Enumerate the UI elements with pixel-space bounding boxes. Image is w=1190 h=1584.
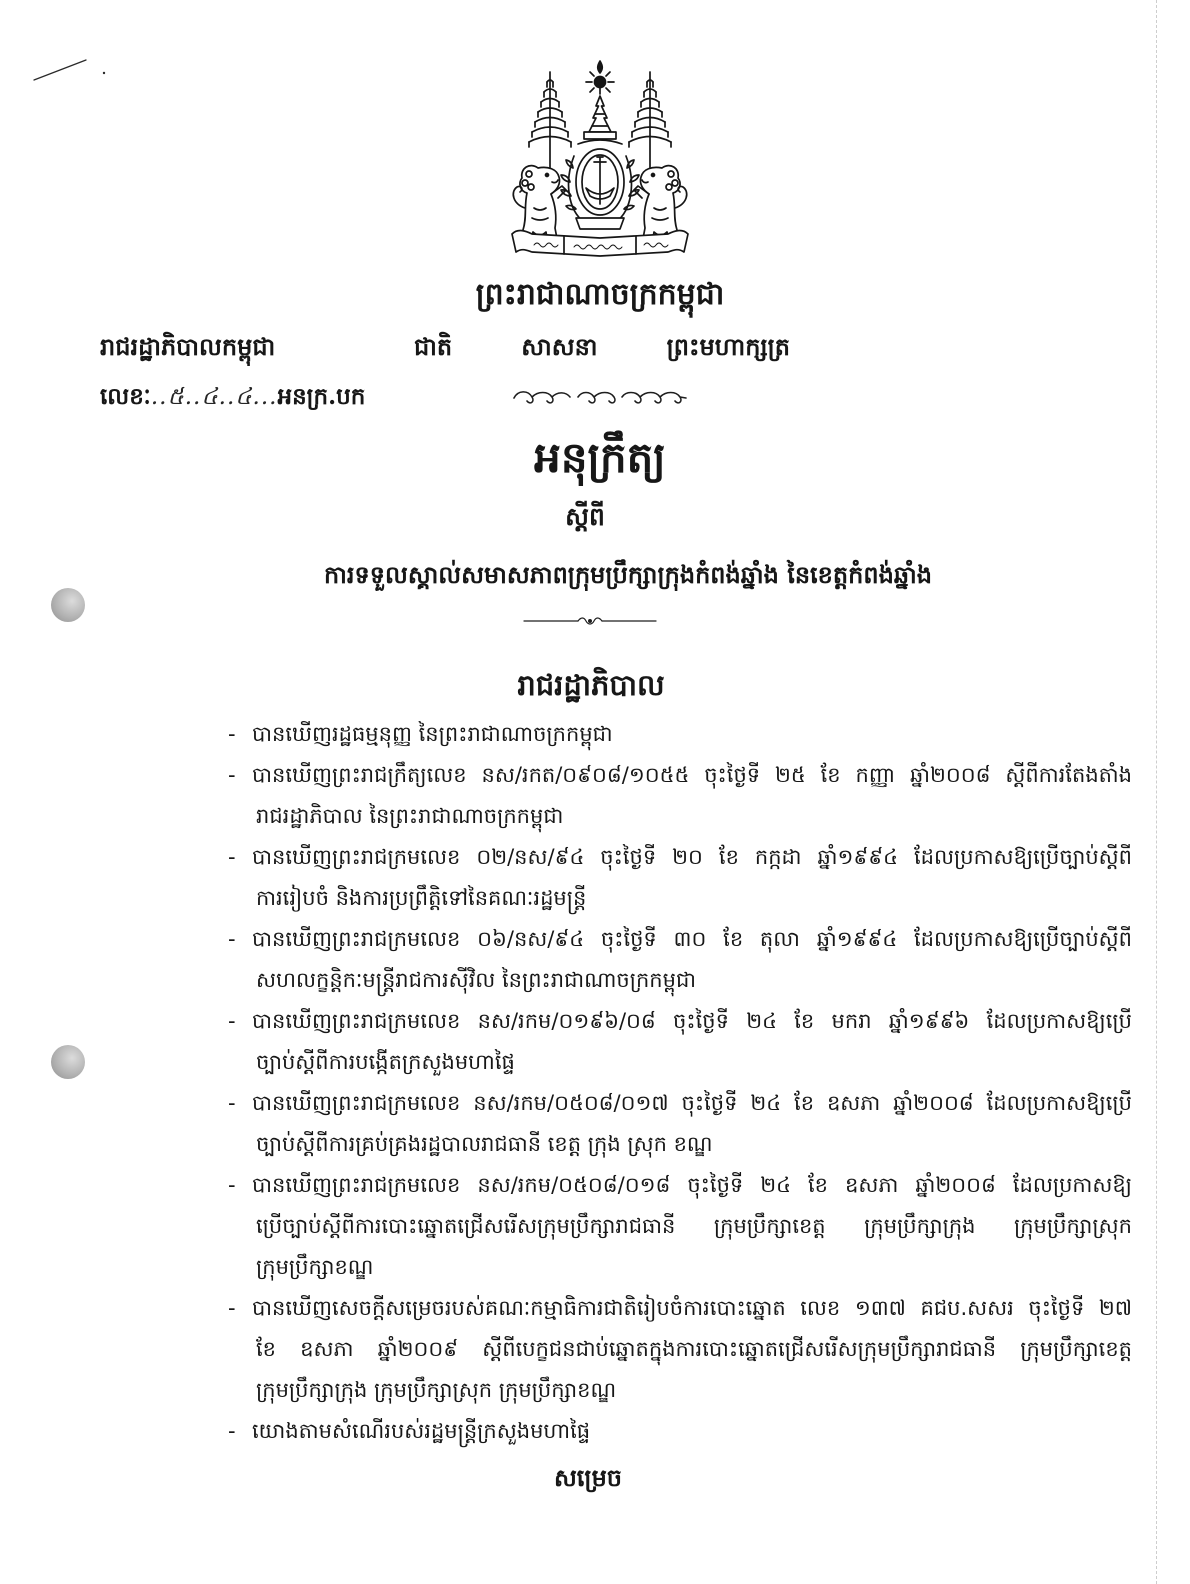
kingdom-heading: ព្រះរាជាណាចក្រកម្ពុជា [475,277,725,312]
reference-suffix: អនក្រ.បក [277,383,366,410]
reference-handwritten-number: ..៥..៤..៤... [150,384,278,410]
recital-line: រាជរដ្ឋាភិបាល នៃព្រះរាជាណាចក្រកម្ពុជា [256,804,564,828]
banner-ribbon [512,231,688,256]
recital-line: ក្រុមប្រឹក្សាខណ្ឌ [256,1255,374,1279]
recital-item [226,1165,1132,1288]
bullet-dash: - [228,845,236,869]
recital-text: យោងតាមសំណើរបស់រដ្ឋមន្ត្រីក្រសួងមហាផ្ទៃ [252,1419,591,1443]
recital-line [226,1001,1132,1042]
bullet-dash: - [228,1296,236,1320]
recital-line [226,1083,1132,1124]
recital-line [226,837,1132,878]
recitals-list [226,714,1132,1452]
bullet-dash: - [228,722,236,746]
recital-item [226,1288,1132,1411]
radiant-star-icon [586,61,614,94]
bullet-dash: - [228,1173,236,1197]
recital-item [226,1083,1132,1165]
document-subject: ការទទួលស្គាល់សមាសភាពក្រុមប្រឹក្សាក្រុងកំពង់ឆ្នាំង នៃខេត្តកំពង់ឆ្នាំង [324,560,932,589]
bullet-dash: - [228,1091,236,1115]
recital-line [226,714,1132,755]
issuer-name: រាជរដ្ឋាភិបាលកម្ពុជា [100,332,276,361]
recital-text: បានឃើញរដ្ឋធម្មនុញ្ញ នៃព្រះរាជាណាចក្រកម្ពុជា [252,722,613,746]
bullet-dash: - [228,1419,236,1443]
motto-nation: ជាតិ [414,332,453,361]
punch-hole [51,588,85,622]
ornamental-flourish [508,386,692,408]
recital-line [226,919,1132,960]
shield-icon [576,149,624,215]
bullet-dash: - [228,763,236,787]
national-motto [414,326,790,368]
recital-line [226,1288,1132,1329]
recital-text: បានឃើញព្រះរាជក្រមលេខ ០២/នស/៩៤ ចុះថ្ងៃទី ២០ ខែ កក្កដា ឆ្នាំ១៩៩៤ ដែលប្រកាសឱ្យប្រើច្បាប់ស្តីពី [252,845,1132,869]
recital-line: ការរៀបចំ និងការប្រព្រឹត្តិទៅនៃគណៈរដ្ឋមន្ត្រី [256,886,587,910]
decision-heading: សម្រេច [553,1463,623,1492]
recital-item [226,1001,1132,1083]
reference-label: លេខៈ [100,383,151,410]
recital-text: បានឃើញព្រះរាជក្រមលេខ នស/រកម/០៥០៨/០១៧ ចុះថ្ងៃទី ២៤ ខែ ឧសភា ឆ្នាំ២០០៨ ដែលប្រកាសឱ្យប្រើ [252,1091,1132,1115]
crown-icon [578,96,622,144]
recital-line: ច្បាប់ស្តីពីការគ្រប់គ្រងរដ្ឋបាលរាជធានី ខេត្ត ក្រុង ស្រុក ខណ្ឌ [256,1132,713,1156]
pen-mark [30,54,114,86]
motto-king: ព្រះមហាក្សត្រ [666,332,790,361]
royal-coat-of-arms [500,58,700,258]
document-title: អនុក្រឹត្យ [534,433,666,482]
recital-text: បានឃើញព្រះរាជក្រឹត្យលេខ នស/រកត/០៩០៨/១០៥៥ ចុះថ្ងៃទី ២៥ ខែ កញ្ញា ឆ្នាំ២០០៨ ស្តីពីការតែងតាំង [252,763,1132,787]
reference-number [100,376,365,418]
recital-item [226,755,1132,837]
bullet-dash: - [228,1009,236,1033]
recital-line: ច្បាប់ស្តីពីការបង្កើតក្រសួងមហាផ្ទៃ [256,1050,515,1074]
recital-item [226,919,1132,1001]
recital-item [226,1411,1132,1452]
motto-religion: សាសនា [521,332,598,361]
recital-line: សហលក្ខន្តិកៈមន្ត្រីរាជការស៊ីវិល នៃព្រះរាជាណាចក្រកម្ពុជា [256,968,696,992]
recital-text: បានឃើញព្រះរាជក្រមលេខ នស/រកម/០១៩៦/០៨ ចុះថ្ងៃទី ២៤ ខែ មករា ឆ្នាំ១៩៩៦ ដែលប្រកាសឱ្យប្រើ [252,1009,1132,1033]
authority-heading: រាជរដ្ឋាភិបាល [517,668,665,702]
recital-text: បានឃើញសេចក្តីសម្រេចរបស់គណៈកម្មាធិការជាតិរៀបចំការបោះឆ្នោត លេខ ១៣៧ គជប.សសរ ចុះថ្ងៃទី ២៧ [252,1296,1132,1320]
recital-line: ខែ ឧសភា ឆ្នាំ២០០៩ ស្តីពីបេក្ខជនជាប់ឆ្នោតក្នុងការបោះឆ្នោតជ្រើសរើសក្រុមប្រឹក្សារាជធានី ក្រុមប្រឹក្សាខេត្ត [256,1337,1132,1361]
recital-line: ប្រើច្បាប់ស្តីពីការបោះឆ្នោតជ្រើសរើសក្រុមប្រឹក្សារាជធានី ក្រុមប្រឹក្សាខេត្ត ក្រុមប្រឹក្សាក្រុង ក្រុមប្រឹក្សាស្រុក [256,1214,1132,1238]
recital-item [226,837,1132,919]
recital-line [226,755,1132,796]
recital-item [226,714,1132,755]
ornamental-divider [522,612,658,630]
punch-hole [51,1045,85,1079]
scan-edge-line [1156,0,1157,1584]
bullet-dash: - [228,927,236,951]
recital-line [226,1165,1132,1206]
recital-line [226,1411,1132,1452]
recital-text: បានឃើញព្រះរាជក្រមលេខ ០៦/នស/៩៤ ចុះថ្ងៃទី ៣០ ខែ តុលា ឆ្នាំ១៩៩៤ ដែលប្រកាសឱ្យប្រើច្បាប់ស្តីពី [252,927,1132,951]
emblem-pedestal [576,218,624,229]
recital-line: ក្រុមប្រឹក្សាក្រុង ក្រុមប្រឹក្សាស្រុក ក្រុមប្រឹក្សាខណ្ឌ [256,1378,617,1402]
about-label: ស្តីពី [565,502,605,531]
recital-text: បានឃើញព្រះរាជក្រមលេខ នស/រកម/០៥០៨/០១៨ ចុះថ្ងៃទី ២៤ ខែ ឧសភា ឆ្នាំ២០០៨ ដែលប្រកាសឱ្យ [252,1173,1132,1197]
